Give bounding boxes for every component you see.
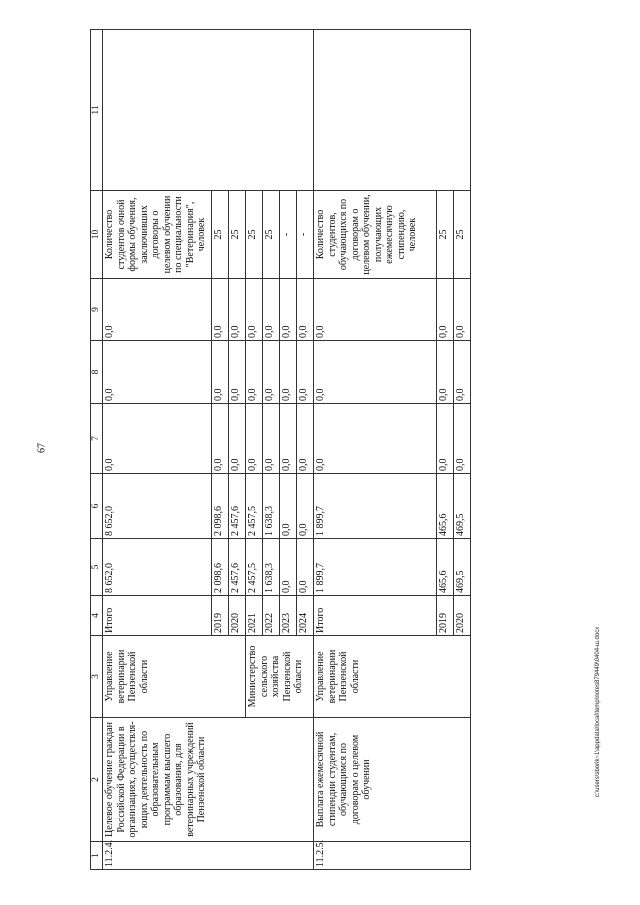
executor: Управление ветеринарии Пензенской области [103, 636, 246, 718]
year-cell: 2019 [437, 596, 454, 636]
value-cell: 0,0 [297, 404, 314, 474]
value-cell: 2 457,5 [246, 539, 263, 596]
indicator-value: 25 [246, 191, 263, 279]
value-cell: 469,5 [454, 539, 471, 596]
program-table [90, 29, 471, 870]
indicator-value: - [280, 191, 297, 279]
indicator-value: 25 [454, 191, 471, 279]
value-cell: 0,0 [437, 404, 454, 474]
value-cell: 0,0 [280, 404, 297, 474]
value-cell: 0,0 [297, 341, 314, 404]
value-cell: 2 457,6 [229, 539, 246, 596]
executor: Министерство сельского хозяйства Пензенской области [246, 636, 314, 718]
value-cell: 0,0 [437, 279, 454, 341]
value-cell: 0,0 [103, 279, 212, 341]
year-cell: 2020 [454, 596, 471, 636]
header-cell: 8 [91, 341, 103, 404]
year-cell: Итого [314, 596, 437, 636]
value-cell: 0,0 [280, 341, 297, 404]
header-cell: 1 [91, 842, 103, 870]
year-cell: 2021 [246, 596, 263, 636]
header-cell: 11 [91, 30, 103, 191]
value-cell: 2 098,6 [212, 539, 229, 596]
table-row [103, 30, 212, 870]
value-cell: 0,0 [437, 341, 454, 404]
value-cell: 0,0 [103, 341, 212, 404]
value-cell: 0,0 [263, 279, 280, 341]
header-cell: 4 [91, 596, 103, 636]
value-cell: 1 899,7 [314, 474, 437, 539]
value-cell: 0,0 [297, 474, 314, 539]
year-cell: 2024 [297, 596, 314, 636]
year-cell: Итого [103, 596, 212, 636]
indicator-value: 25 [263, 191, 280, 279]
value-cell: 0,0 [212, 341, 229, 404]
value-cell: 0,0 [263, 404, 280, 474]
indicator-value: 25 [229, 191, 246, 279]
header-cell: 7 [91, 404, 103, 474]
notes-cell [103, 30, 314, 191]
indicator-name: Количество студентов очной формы обучения, заключивших договоры о целевом обучении по специальности "Ветеринария", человек [103, 191, 212, 279]
value-cell: 0,0 [280, 474, 297, 539]
header-row [91, 30, 103, 870]
row-number: 11.2.4. [103, 842, 314, 870]
value-cell: 0,0 [454, 279, 471, 341]
value-cell: 2 098,6 [212, 474, 229, 539]
value-cell: 0,0 [229, 404, 246, 474]
header-cell: 3 [91, 636, 103, 718]
value-cell: 0,0 [314, 404, 437, 474]
row-number: 11.2.5. [314, 842, 471, 870]
year-cell: 2023 [280, 596, 297, 636]
indicator-value: 25 [212, 191, 229, 279]
value-cell: 0,0 [297, 539, 314, 596]
executor: Управление ветеринарии Пензенской области [314, 636, 471, 718]
notes-cell [314, 30, 471, 191]
value-cell: 0,0 [280, 279, 297, 341]
measure-description: Выплата ежемесячной стипендии студентам, обучающимся по договорам о целевом обучении [314, 718, 471, 842]
year-cell: 2022 [263, 596, 280, 636]
value-cell: 0,0 [280, 539, 297, 596]
value-cell: 0,0 [314, 341, 437, 404]
value-cell: 8 652,0 [103, 474, 212, 539]
value-cell: 0,0 [454, 341, 471, 404]
value-cell: 2 457,6 [229, 474, 246, 539]
year-cell: 2020 [229, 596, 246, 636]
value-cell: 465,6 [437, 474, 454, 539]
indicator-value: 25 [437, 191, 454, 279]
rotated-table-container [90, 30, 578, 870]
value-cell: 0,0 [263, 341, 280, 404]
value-cell: 0,0 [246, 279, 263, 341]
value-cell: 0,0 [246, 341, 263, 404]
value-cell: 0,0 [212, 279, 229, 341]
page-number: 67 [36, 443, 48, 453]
measure-description: Целевое обучение граждан Российской Федерации в организациях, осуществля-ющих деятельность по образовательным программам высшего образования, для ветеринарных учреждений Пензенской области [103, 718, 314, 842]
value-cell: 0,0 [297, 279, 314, 341]
value-cell: 0,0 [229, 279, 246, 341]
header-cell: 2 [91, 718, 103, 842]
header-cell: 10 [91, 191, 103, 279]
table-row [314, 30, 437, 870]
value-cell: 465,6 [437, 539, 454, 596]
footer-file-path: c:\users\sborik~1\appdata\local\temp\notes879449\0404-ш.docx [595, 626, 601, 798]
value-cell: 1 899,7 [314, 539, 437, 596]
header-cell: 5 [91, 539, 103, 596]
indicator-name: Количество студентов, обучающихся по договорам о целевом обучении, получающих ежемесячную стипендию, человек [314, 191, 437, 279]
value-cell: 0,0 [103, 404, 212, 474]
indicator-value: - [297, 191, 314, 279]
value-cell: 1 638,3 [263, 539, 280, 596]
value-cell: 0,0 [246, 404, 263, 474]
header-cell: 9 [91, 279, 103, 341]
value-cell: 2 457,5 [246, 474, 263, 539]
value-cell: 0,0 [229, 341, 246, 404]
value-cell: 8 652,0 [103, 539, 212, 596]
value-cell: 0,0 [454, 404, 471, 474]
value-cell: 469,5 [454, 474, 471, 539]
value-cell: 0,0 [314, 279, 437, 341]
year-cell: 2019 [212, 596, 229, 636]
value-cell: 1 638,3 [263, 474, 280, 539]
header-cell: 6 [91, 474, 103, 539]
value-cell: 0,0 [212, 404, 229, 474]
